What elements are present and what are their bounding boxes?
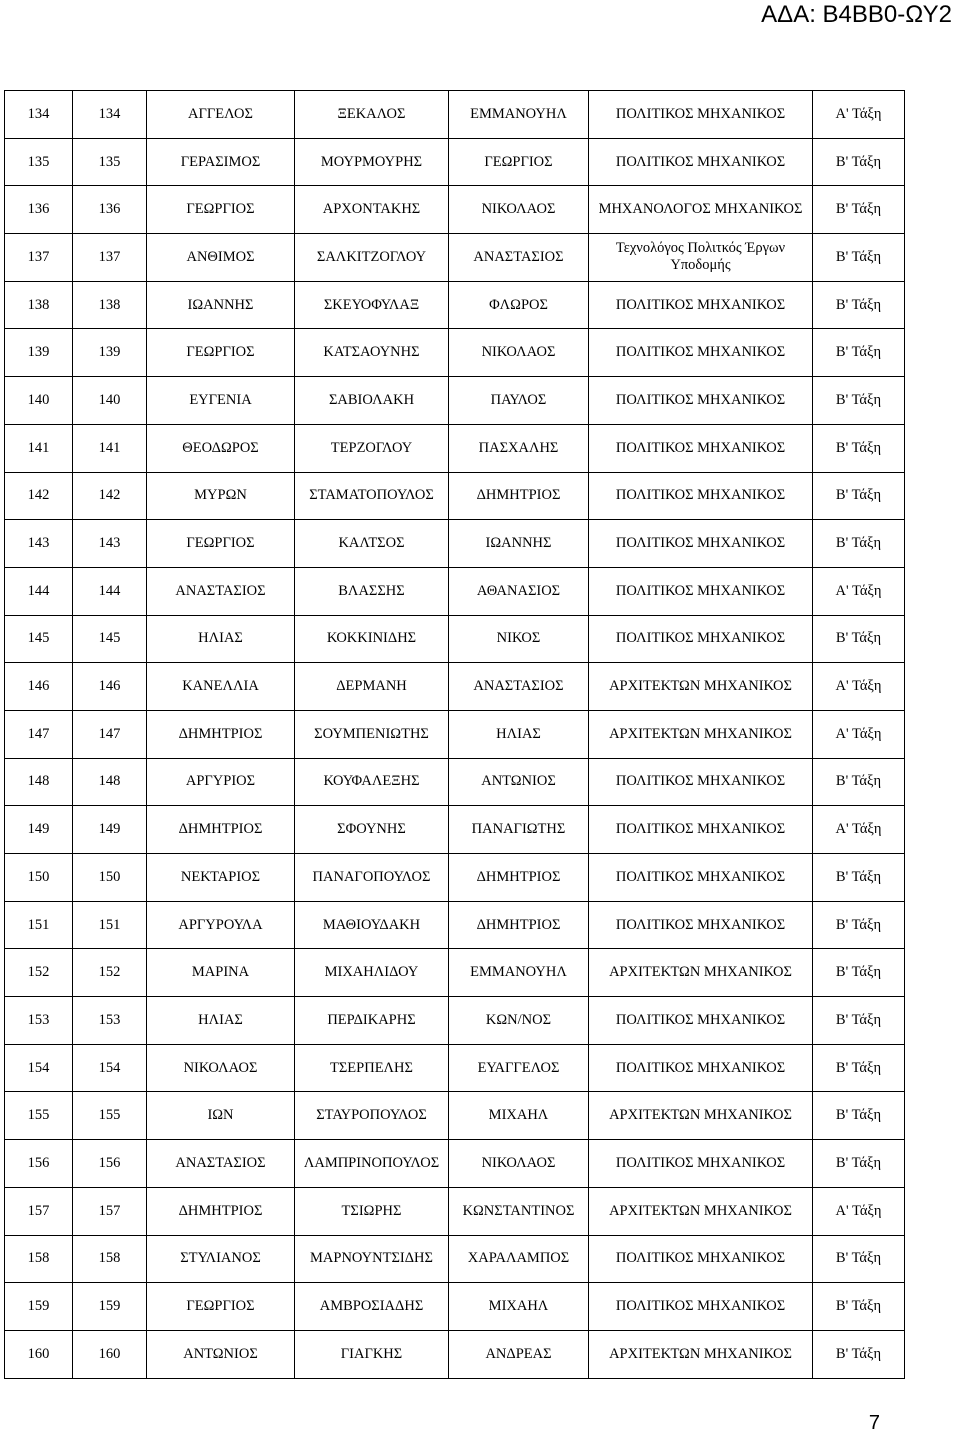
row-index-cell: 149 — [5, 806, 73, 854]
serial-number-cell: 135 — [73, 138, 147, 186]
father-name-cell: ΠΑΝΑΓΙΩΤΗΣ — [449, 806, 589, 854]
specialty-cell: ΠΟΛΙΤΙΚΟΣ ΜΗΧΑΝΙΚΟΣ — [589, 472, 813, 520]
class-cell: Α' Τάξη — [813, 806, 905, 854]
class-cell: Β' Τάξη — [813, 520, 905, 568]
specialty-cell: ΑΡΧΙΤΕΚΤΩΝ ΜΗΧΑΝΙΚΟΣ — [589, 949, 813, 997]
father-name-cell: ΑΝΑΣΤΑΣΙΟΣ — [449, 234, 589, 282]
first-name-cell: ΗΛΙΑΣ — [147, 615, 295, 663]
table-row — [5, 234, 905, 282]
row-index-cell: 144 — [5, 567, 73, 615]
last-name-cell: ΒΛΑΣΣΗΣ — [295, 567, 449, 615]
registry-table — [4, 90, 905, 1379]
first-name-cell: ΚΑΝΕΛΛΙΑ — [147, 663, 295, 711]
table-row — [5, 1330, 905, 1378]
first-name-cell: ΘΕΟΔΩΡΟΣ — [147, 424, 295, 472]
father-name-cell: ΚΩΝ/ΝΟΣ — [449, 997, 589, 1045]
serial-number-cell: 152 — [73, 949, 147, 997]
last-name-cell: ΣΤΑΜΑΤΟΠΟΥΛΟΣ — [295, 472, 449, 520]
row-index-cell: 155 — [5, 1092, 73, 1140]
table-row — [5, 615, 905, 663]
specialty-cell: ΠΟΛΙΤΙΚΟΣ ΜΗΧΑΝΙΚΟΣ — [589, 138, 813, 186]
first-name-cell: ΜΑΡΙΝΑ — [147, 949, 295, 997]
table-row — [5, 758, 905, 806]
father-name-cell: ΕΥΑΓΓΕΛΟΣ — [449, 1044, 589, 1092]
row-index-cell: 146 — [5, 663, 73, 711]
row-index-cell: 143 — [5, 520, 73, 568]
row-index-cell: 157 — [5, 1187, 73, 1235]
first-name-cell: ΝΙΚΟΛΑΟΣ — [147, 1044, 295, 1092]
table-row — [5, 1140, 905, 1188]
class-cell: Β' Τάξη — [813, 186, 905, 234]
last-name-cell: ΚΟΚΚΙΝΙΔΗΣ — [295, 615, 449, 663]
father-name-cell: ΠΑΣΧΑΛΗΣ — [449, 424, 589, 472]
class-cell: Α' Τάξη — [813, 663, 905, 711]
table-row — [5, 1235, 905, 1283]
serial-number-cell: 160 — [73, 1330, 147, 1378]
row-index-cell: 154 — [5, 1044, 73, 1092]
table-row — [5, 1044, 905, 1092]
last-name-cell: ΣΤΑΥΡΟΠΟΥΛΟΣ — [295, 1092, 449, 1140]
specialty-cell: ΑΡΧΙΤΕΚΤΩΝ ΜΗΧΑΝΙΚΟΣ — [589, 1092, 813, 1140]
first-name-cell: ΑΓΓΕΛΟΣ — [147, 91, 295, 139]
last-name-cell: ΣΑΒΙΟΛΑΚΗ — [295, 377, 449, 425]
last-name-cell: ΣΑΛΚΙΤΖΟΓΛΟΥ — [295, 234, 449, 282]
specialty-cell: ΠΟΛΙΤΙΚΟΣ ΜΗΧΑΝΙΚΟΣ — [589, 615, 813, 663]
table-row — [5, 663, 905, 711]
row-index-cell: 153 — [5, 997, 73, 1045]
last-name-cell: ΜΙΧΑΗΛΙΔΟΥ — [295, 949, 449, 997]
table-row — [5, 854, 905, 902]
serial-number-cell: 153 — [73, 997, 147, 1045]
last-name-cell: ΑΡΧΟΝΤΑΚΗΣ — [295, 186, 449, 234]
specialty-cell: ΠΟΛΙΤΙΚΟΣ ΜΗΧΑΝΙΚΟΣ — [589, 567, 813, 615]
serial-number-cell: 159 — [73, 1283, 147, 1331]
table-row — [5, 329, 905, 377]
serial-number-cell: 151 — [73, 901, 147, 949]
page-number: 7 — [868, 1412, 880, 1434]
serial-number-cell: 146 — [73, 663, 147, 711]
specialty-cell: ΑΡΧΙΤΕΚΤΩΝ ΜΗΧΑΝΙΚΟΣ — [589, 663, 813, 711]
specialty-cell: ΠΟΛΙΤΙΚΟΣ ΜΗΧΑΝΙΚΟΣ — [589, 520, 813, 568]
first-name-cell: ΑΝΘΙΜΟΣ — [147, 234, 295, 282]
specialty-cell: ΠΟΛΙΤΙΚΟΣ ΜΗΧΑΝΙΚΟΣ — [589, 806, 813, 854]
serial-number-cell: 145 — [73, 615, 147, 663]
last-name-cell: ΣΟΥΜΠΕΝΙΩΤΗΣ — [295, 710, 449, 758]
class-cell: Β' Τάξη — [813, 758, 905, 806]
class-cell: Α' Τάξη — [813, 710, 905, 758]
first-name-cell: ΙΩΝ — [147, 1092, 295, 1140]
row-index-cell: 152 — [5, 949, 73, 997]
row-index-cell: 145 — [5, 615, 73, 663]
first-name-cell: ΓΕΩΡΓΙΟΣ — [147, 520, 295, 568]
specialty-cell: ΠΟΛΙΤΙΚΟΣ ΜΗΧΑΝΙΚΟΣ — [589, 1235, 813, 1283]
last-name-cell: ΑΜΒΡΟΣΙΑΔΗΣ — [295, 1283, 449, 1331]
serial-number-cell: 143 — [73, 520, 147, 568]
row-index-cell: 135 — [5, 138, 73, 186]
serial-number-cell: 156 — [73, 1140, 147, 1188]
serial-number-cell: 139 — [73, 329, 147, 377]
table-row — [5, 281, 905, 329]
specialty-cell: Τεχνολόγος Πολιτκός Έργων Υποδομής — [589, 234, 813, 282]
table-row — [5, 472, 905, 520]
table-row — [5, 710, 905, 758]
specialty-cell: ΑΡΧΙΤΕΚΤΩΝ ΜΗΧΑΝΙΚΟΣ — [589, 1187, 813, 1235]
first-name-cell: ΗΛΙΑΣ — [147, 997, 295, 1045]
table-row — [5, 424, 905, 472]
class-cell: Β' Τάξη — [813, 1235, 905, 1283]
class-cell: Β' Τάξη — [813, 329, 905, 377]
serial-number-cell: 137 — [73, 234, 147, 282]
last-name-cell: ΔΕΡΜΑΝΗ — [295, 663, 449, 711]
row-index-cell: 158 — [5, 1235, 73, 1283]
specialty-cell: ΠΟΛΙΤΙΚΟΣ ΜΗΧΑΝΙΚΟΣ — [589, 281, 813, 329]
class-cell: Β' Τάξη — [813, 901, 905, 949]
father-name-cell: ΚΩΝΣΤΑΝΤΙΝΟΣ — [449, 1187, 589, 1235]
serial-number-cell: 140 — [73, 377, 147, 425]
last-name-cell: ΞΕΚΑΛΟΣ — [295, 91, 449, 139]
class-cell: Β' Τάξη — [813, 1330, 905, 1378]
first-name-cell: ΑΝΑΣΤΑΣΙΟΣ — [147, 567, 295, 615]
specialty-cell: ΠΟΛΙΤΙΚΟΣ ΜΗΧΑΝΙΚΟΣ — [589, 1044, 813, 1092]
row-index-cell: 151 — [5, 901, 73, 949]
father-name-cell: ΑΝΔΡΕΑΣ — [449, 1330, 589, 1378]
last-name-cell: ΚΟΥΦΑΛΕΞΗΣ — [295, 758, 449, 806]
father-name-cell: ΑΘΑΝΑΣΙΟΣ — [449, 567, 589, 615]
first-name-cell: ΑΡΓΥΡΟΥΛΑ — [147, 901, 295, 949]
serial-number-cell: 138 — [73, 281, 147, 329]
first-name-cell: ΕΥΓΕΝΙΑ — [147, 377, 295, 425]
specialty-cell: ΑΡΧΙΤΕΚΤΩΝ ΜΗΧΑΝΙΚΟΣ — [589, 710, 813, 758]
table-row — [5, 138, 905, 186]
class-cell: Β' Τάξη — [813, 1140, 905, 1188]
table-row — [5, 567, 905, 615]
specialty-cell: ΠΟΛΙΤΙΚΟΣ ΜΗΧΑΝΙΚΟΣ — [589, 329, 813, 377]
table-row — [5, 1092, 905, 1140]
father-name-cell: ΙΩΑΝΝΗΣ — [449, 520, 589, 568]
last-name-cell: ΚΑΛΤΣΟΣ — [295, 520, 449, 568]
row-index-cell: 148 — [5, 758, 73, 806]
row-index-cell: 147 — [5, 710, 73, 758]
table-row — [5, 377, 905, 425]
serial-number-cell: 147 — [73, 710, 147, 758]
class-cell: Β' Τάξη — [813, 472, 905, 520]
table-row — [5, 806, 905, 854]
row-index-cell: 159 — [5, 1283, 73, 1331]
father-name-cell: ΝΙΚΟΛΑΟΣ — [449, 329, 589, 377]
class-cell: Β' Τάξη — [813, 1044, 905, 1092]
father-name-cell: ΝΙΚΟΣ — [449, 615, 589, 663]
specialty-cell: ΠΟΛΙΤΙΚΟΣ ΜΗΧΑΝΙΚΟΣ — [589, 91, 813, 139]
father-name-cell: ΑΝΤΩΝΙΟΣ — [449, 758, 589, 806]
class-cell: Β' Τάξη — [813, 424, 905, 472]
row-index-cell: 139 — [5, 329, 73, 377]
class-cell: Α' Τάξη — [813, 1187, 905, 1235]
last-name-cell: ΤΕΡΖΟΓΛΟΥ — [295, 424, 449, 472]
specialty-cell: ΠΟΛΙΤΙΚΟΣ ΜΗΧΑΝΙΚΟΣ — [589, 1140, 813, 1188]
row-index-cell: 142 — [5, 472, 73, 520]
serial-number-cell: 149 — [73, 806, 147, 854]
serial-number-cell: 141 — [73, 424, 147, 472]
row-index-cell: 160 — [5, 1330, 73, 1378]
serial-number-cell: 134 — [73, 91, 147, 139]
first-name-cell: ΔΗΜΗΤΡΙΟΣ — [147, 1187, 295, 1235]
table-row — [5, 997, 905, 1045]
first-name-cell: ΓΕΡΑΣΙΜΟΣ — [147, 138, 295, 186]
father-name-cell: ΝΙΚΟΛΑΟΣ — [449, 1140, 589, 1188]
class-cell: Β' Τάξη — [813, 854, 905, 902]
table-row — [5, 949, 905, 997]
father-name-cell: ΔΗΜΗΤΡΙΟΣ — [449, 472, 589, 520]
class-cell: Β' Τάξη — [813, 281, 905, 329]
father-name-cell: ΜΙΧΑΗΛ — [449, 1283, 589, 1331]
table-row — [5, 91, 905, 139]
first-name-cell: ΙΩΑΝΝΗΣ — [147, 281, 295, 329]
specialty-cell: ΠΟΛΙΤΙΚΟΣ ΜΗΧΑΝΙΚΟΣ — [589, 901, 813, 949]
father-name-cell: ΠΑΥΛΟΣ — [449, 377, 589, 425]
first-name-cell: ΣΤΥΛΙΑΝΟΣ — [147, 1235, 295, 1283]
last-name-cell: ΚΑΤΣΑΟΥΝΗΣ — [295, 329, 449, 377]
last-name-cell: ΜΑΡΝΟΥΝΤΣΙΔΗΣ — [295, 1235, 449, 1283]
row-index-cell: 134 — [5, 91, 73, 139]
specialty-cell: ΠΟΛΙΤΙΚΟΣ ΜΗΧΑΝΙΚΟΣ — [589, 997, 813, 1045]
row-index-cell: 141 — [5, 424, 73, 472]
specialty-cell: ΠΟΛΙΤΙΚΟΣ ΜΗΧΑΝΙΚΟΣ — [589, 758, 813, 806]
row-index-cell: 140 — [5, 377, 73, 425]
row-index-cell: 136 — [5, 186, 73, 234]
last-name-cell: ΣΚΕΥΟΦΥΛΑΞ — [295, 281, 449, 329]
serial-number-cell: 150 — [73, 854, 147, 902]
first-name-cell: ΓΕΩΡΓΙΟΣ — [147, 186, 295, 234]
father-name-cell: ΗΛΙΑΣ — [449, 710, 589, 758]
first-name-cell: ΝΕΚΤΑΡΙΟΣ — [147, 854, 295, 902]
serial-number-cell: 144 — [73, 567, 147, 615]
class-cell: Β' Τάξη — [813, 234, 905, 282]
father-name-cell: ΔΗΜΗΤΡΙΟΣ — [449, 854, 589, 902]
father-name-cell: ΔΗΜΗΤΡΙΟΣ — [449, 901, 589, 949]
class-cell: Β' Τάξη — [813, 1283, 905, 1331]
ada-code: ΑΔΑ: Β4ΒΒ0-ΩΥ2 — [761, 1, 952, 28]
class-cell: Β' Τάξη — [813, 377, 905, 425]
serial-number-cell: 136 — [73, 186, 147, 234]
class-cell: Β' Τάξη — [813, 615, 905, 663]
last-name-cell: ΜΟΥΡΜΟΥΡΗΣ — [295, 138, 449, 186]
father-name-cell: ΜΙΧΑΗΛ — [449, 1092, 589, 1140]
serial-number-cell: 158 — [73, 1235, 147, 1283]
class-cell: Α' Τάξη — [813, 567, 905, 615]
last-name-cell: ΛΑΜΠΡΙΝΟΠΟΥΛΟΣ — [295, 1140, 449, 1188]
first-name-cell: ΔΗΜΗΤΡΙΟΣ — [147, 806, 295, 854]
table-row — [5, 186, 905, 234]
serial-number-cell: 155 — [73, 1092, 147, 1140]
first-name-cell: ΑΡΓΥΡΙΟΣ — [147, 758, 295, 806]
class-cell: Α' Τάξη — [813, 91, 905, 139]
row-index-cell: 138 — [5, 281, 73, 329]
row-index-cell: 156 — [5, 1140, 73, 1188]
last-name-cell: ΣΦΟΥΝΗΣ — [295, 806, 449, 854]
last-name-cell: ΜΑΘΙΟΥΔΑΚΗ — [295, 901, 449, 949]
specialty-cell: ΠΟΛΙΤΙΚΟΣ ΜΗΧΑΝΙΚΟΣ — [589, 1283, 813, 1331]
table-row — [5, 901, 905, 949]
first-name-cell: ΑΝΑΣΤΑΣΙΟΣ — [147, 1140, 295, 1188]
row-index-cell: 137 — [5, 234, 73, 282]
class-cell: Β' Τάξη — [813, 997, 905, 1045]
table-row — [5, 1187, 905, 1235]
father-name-cell: ΕΜΜΑΝΟΥΗΛ — [449, 91, 589, 139]
specialty-cell: ΠΟΛΙΤΙΚΟΣ ΜΗΧΑΝΙΚΟΣ — [589, 424, 813, 472]
serial-number-cell: 148 — [73, 758, 147, 806]
last-name-cell: ΠΑΝΑΓΟΠΟΥΛΟΣ — [295, 854, 449, 902]
class-cell: Β' Τάξη — [813, 1092, 905, 1140]
father-name-cell: ΑΝΑΣΤΑΣΙΟΣ — [449, 663, 589, 711]
first-name-cell: ΑΝΤΩΝΙΟΣ — [147, 1330, 295, 1378]
last-name-cell: ΓΙΑΓΚΗΣ — [295, 1330, 449, 1378]
father-name-cell: ΧΑΡΑΛΑΜΠΟΣ — [449, 1235, 589, 1283]
father-name-cell: ΝΙΚΟΛΑΟΣ — [449, 186, 589, 234]
first-name-cell: ΓΕΩΡΓΙΟΣ — [147, 1283, 295, 1331]
specialty-cell: ΑΡΧΙΤΕΚΤΩΝ ΜΗΧΑΝΙΚΟΣ — [589, 1330, 813, 1378]
last-name-cell: ΤΣΙΩΡΗΣ — [295, 1187, 449, 1235]
specialty-cell: ΠΟΛΙΤΙΚΟΣ ΜΗΧΑΝΙΚΟΣ — [589, 854, 813, 902]
specialty-cell: ΠΟΛΙΤΙΚΟΣ ΜΗΧΑΝΙΚΟΣ — [589, 377, 813, 425]
class-cell: Β' Τάξη — [813, 138, 905, 186]
first-name-cell: ΜΥΡΩΝ — [147, 472, 295, 520]
serial-number-cell: 157 — [73, 1187, 147, 1235]
first-name-cell: ΔΗΜΗΤΡΙΟΣ — [147, 710, 295, 758]
table-row — [5, 1283, 905, 1331]
class-cell: Β' Τάξη — [813, 949, 905, 997]
father-name-cell: ΕΜΜΑΝΟΥΗΛ — [449, 949, 589, 997]
serial-number-cell: 142 — [73, 472, 147, 520]
serial-number-cell: 154 — [73, 1044, 147, 1092]
last-name-cell: ΠΕΡΔΙΚΑΡΗΣ — [295, 997, 449, 1045]
table-row — [5, 520, 905, 568]
father-name-cell: ΦΛΩΡΟΣ — [449, 281, 589, 329]
first-name-cell: ΓΕΩΡΓΙΟΣ — [147, 329, 295, 377]
specialty-cell: ΜΗΧΑΝΟΛΟΓΟΣ ΜΗΧΑΝΙΚΟΣ — [589, 186, 813, 234]
father-name-cell: ΓΕΩΡΓΙΟΣ — [449, 138, 589, 186]
last-name-cell: ΤΣΕΡΠΕΛΗΣ — [295, 1044, 449, 1092]
row-index-cell: 150 — [5, 854, 73, 902]
